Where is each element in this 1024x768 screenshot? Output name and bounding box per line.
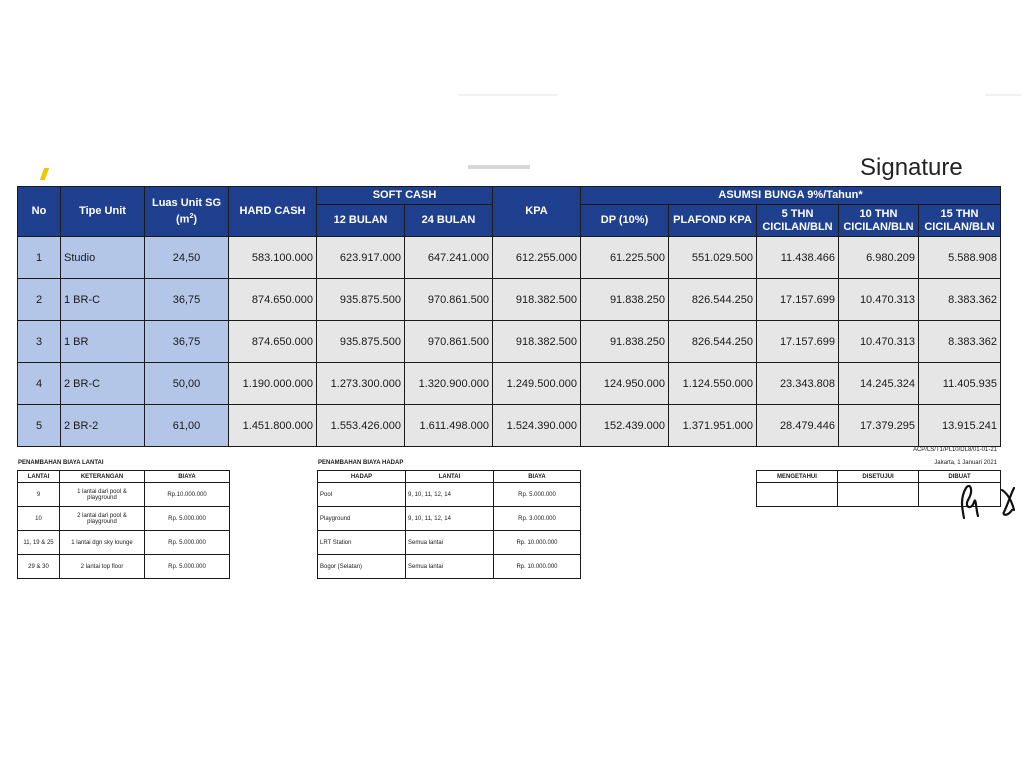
cell-tipe: 1 BR-C [61,279,145,321]
cell-no: 4 [18,363,61,405]
cell-dp: 61.225.500 [581,237,669,279]
header-cicilan-5 [757,205,839,237]
header-luas-line1: Luas Unit SG [151,196,222,209]
table-row [18,507,230,531]
facing-cell-lantai: 9, 10, 11, 12, 14 [406,507,494,531]
cell-hard-cash: 583.100.000 [229,237,317,279]
cell-tipe: Studio [61,237,145,279]
table-row [18,555,230,579]
cell-no: 3 [18,321,61,363]
cell-cicilan-5: 11.438.466 [757,237,839,279]
table-row [18,321,1001,363]
cell-tipe: 2 BR-C [61,363,145,405]
cell-luas: 36,75 [145,321,229,363]
floor-header-lantai: LANTAI [18,471,60,483]
cell-cicilan-5: 28.479.446 [757,405,839,447]
header-cicilan-15 [919,205,1001,237]
approval-header-dibuat: DIBUAT [919,471,1001,483]
cell-cicilan-10: 10.470.313 [839,279,919,321]
cell-soft-24: 970.861.500 [405,279,493,321]
floor-header-keterangan: KETERANGAN [60,471,145,483]
table-row [18,237,1001,279]
facing-cell-biaya: Rp. 10.000.000 [494,531,581,555]
cell-kpa: 918.382.500 [493,321,581,363]
table-row [18,483,230,507]
header-soft-24: 24 BULAN [405,205,493,237]
floor-cell-lantai: 29 & 30 [18,555,60,579]
header-dp: DP (10%) [581,205,669,237]
cell-hard-cash: 874.650.000 [229,321,317,363]
table-row [18,405,1001,447]
header-kpa: KPA [493,187,581,237]
header-c15-line1: 15 THN [940,207,979,220]
cell-plafond: 826.544.250 [669,279,757,321]
facing-cell-biaya: Rp. 3.000.000 [494,507,581,531]
cell-soft-12: 935.875.500 [317,279,405,321]
table-row [318,483,581,507]
header-no: No [18,187,61,237]
cell-dp: 124.950.000 [581,363,669,405]
cell-cicilan-10: 14.245.324 [839,363,919,405]
cell-kpa: 1.524.390.000 [493,405,581,447]
header-luas-close: ) [193,213,198,226]
header-c5-line2: CICILAN/BLN [762,220,833,233]
floor-cell-keterangan: 2 lantai top floor [60,555,145,579]
cell-tipe: 1 BR [61,321,145,363]
header-tipe-unit: Tipe Unit [61,187,145,237]
table-row [318,555,581,579]
approval-cell-mengetahui [757,483,838,507]
cell-cicilan-10: 6.980.209 [839,237,919,279]
floor-cell-biaya: Rp. 5.000.000 [145,555,230,579]
facing-cell-biaya: Rp. 5.000.000 [494,483,581,507]
cell-luas: 24,50 [145,237,229,279]
facing-header-hadap: HADAP [318,471,406,483]
cell-plafond: 1.371.951.000 [669,405,757,447]
header-cicilan-10 [839,205,919,237]
floor-cell-biaya: Rp.10.000.000 [145,483,230,507]
cell-dp: 152.439.000 [581,405,669,447]
cell-cicilan-15: 13.915.241 [919,405,1001,447]
header-soft-12: 12 BULAN [317,205,405,237]
cell-hard-cash: 874.650.000 [229,279,317,321]
approval-header-disetujui: DISETUJUI [838,471,919,483]
floor-header-biaya: BIAYA [145,471,230,483]
cell-soft-12: 1.273.300.000 [317,363,405,405]
cell-kpa: 918.382.500 [493,279,581,321]
cell-plafond: 551.029.500 [669,237,757,279]
cell-dp: 91.838.250 [581,321,669,363]
floor-table-title: PENAMBAHAN BIAYA LANTAI [18,460,104,466]
header-luas-line2: (m [175,213,190,226]
facing-header-lantai: LANTAI [406,471,494,483]
facing-cell-lantai: Semua lantai [406,555,494,579]
price-list-table [17,186,1001,447]
cell-soft-24: 647.241.000 [405,237,493,279]
facing-surcharge-table [317,470,581,579]
facing-cell-lantai: Semua lantai [406,531,494,555]
header-c5-line1: 5 THN [781,207,814,220]
top-divider-line-right [985,94,1021,96]
header-c15-line2: CICILAN/BLN [924,220,995,233]
cell-soft-24: 1.320.900.000 [405,363,493,405]
cell-cicilan-15: 8.383.362 [919,321,1001,363]
cell-plafond: 1.124.550.000 [669,363,757,405]
header-c10-line1: 10 THN [859,207,898,220]
floor-cell-keterangan: 1 lantai dgn sky lounge [60,531,145,555]
floor-cell-lantai: 11, 19 & 25 [18,531,60,555]
cell-kpa: 1.249.500.000 [493,363,581,405]
cell-plafond: 826.544.250 [669,321,757,363]
header-luas-unit [145,187,229,237]
header-soft-cash: SOFT CASH [317,187,493,205]
cell-cicilan-10: 17.379.295 [839,405,919,447]
signature-heading: Signature [860,154,963,181]
cell-cicilan-5: 17.157.699 [757,321,839,363]
cell-luas: 61,00 [145,405,229,447]
cell-no: 5 [18,405,61,447]
cell-no: 2 [18,279,61,321]
facing-cell-hadap: Bogor (Selatan) [318,555,406,579]
header-c10-line2: CICILAN/BLN [843,220,914,233]
floor-cell-biaya: Rp. 5.000.000 [145,507,230,531]
cell-soft-12: 935.875.500 [317,321,405,363]
faint-header-text [468,165,530,169]
header-hard-cash: HARD CASH [229,187,317,237]
floor-cell-keterangan: 2 lantai dari pool & playground [60,507,145,531]
logo-mark [40,168,49,180]
cell-cicilan-5: 23.343.808 [757,363,839,405]
floor-cell-lantai: 10 [18,507,60,531]
cell-kpa: 612.255.000 [493,237,581,279]
cell-cicilan-15: 11.405.935 [919,363,1001,405]
cell-cicilan-15: 8.383.362 [919,279,1001,321]
cell-hard-cash: 1.190.000.000 [229,363,317,405]
cell-no: 1 [18,237,61,279]
cell-cicilan-10: 10.470.313 [839,321,919,363]
table-row [318,531,581,555]
top-divider-line [458,94,558,96]
cell-hard-cash: 1.451.800.000 [229,405,317,447]
floor-cell-keterangan: 1 lantai dari pool & playground [60,483,145,507]
floor-cell-biaya: Rp. 5.000.000 [145,531,230,555]
cell-tipe: 2 BR-2 [61,405,145,447]
table-row [18,531,230,555]
facing-table-title: PENAMBAHAN BIAYA HADAP [318,460,404,466]
floor-cell-lantai: 9 [18,483,60,507]
cell-cicilan-5: 17.157.699 [757,279,839,321]
facing-cell-lantai: 9, 10, 11, 12, 14 [406,483,494,507]
cell-soft-24: 970.861.500 [405,321,493,363]
cell-luas: 50,00 [145,363,229,405]
facing-cell-biaya: Rp. 10.000.000 [494,555,581,579]
place-date: Jakarta, 1 Januari 2021 [934,460,997,466]
cell-cicilan-15: 5.588.908 [919,237,1001,279]
facing-cell-hadap: Playground [318,507,406,531]
cell-luas: 36,75 [145,279,229,321]
cell-soft-24: 1.611.498.000 [405,405,493,447]
document-code: ACP/LS/T1/PL10/DL8/01-01-21 [912,447,997,453]
header-plafond: PLAFOND KPA [669,205,757,237]
approval-header-mengetahui: MENGETAHUI [757,471,838,483]
cell-soft-12: 1.553.426.000 [317,405,405,447]
cell-dp: 91.838.250 [581,279,669,321]
header-luas-sup: 2 [189,212,194,220]
facing-cell-hadap: LRT Station [318,531,406,555]
approval-cell-disetujui [838,483,919,507]
header-asumsi-bunga: ASUMSI BUNGA 9%/Tahun* [581,187,1001,205]
table-row [318,507,581,531]
facing-cell-hadap: Pool [318,483,406,507]
table-row [18,279,1001,321]
facing-header-biaya: BIAYA [494,471,581,483]
cell-soft-12: 623.917.000 [317,237,405,279]
table-row [18,363,1001,405]
handwritten-signature [952,480,1022,520]
floor-surcharge-table [17,470,230,579]
